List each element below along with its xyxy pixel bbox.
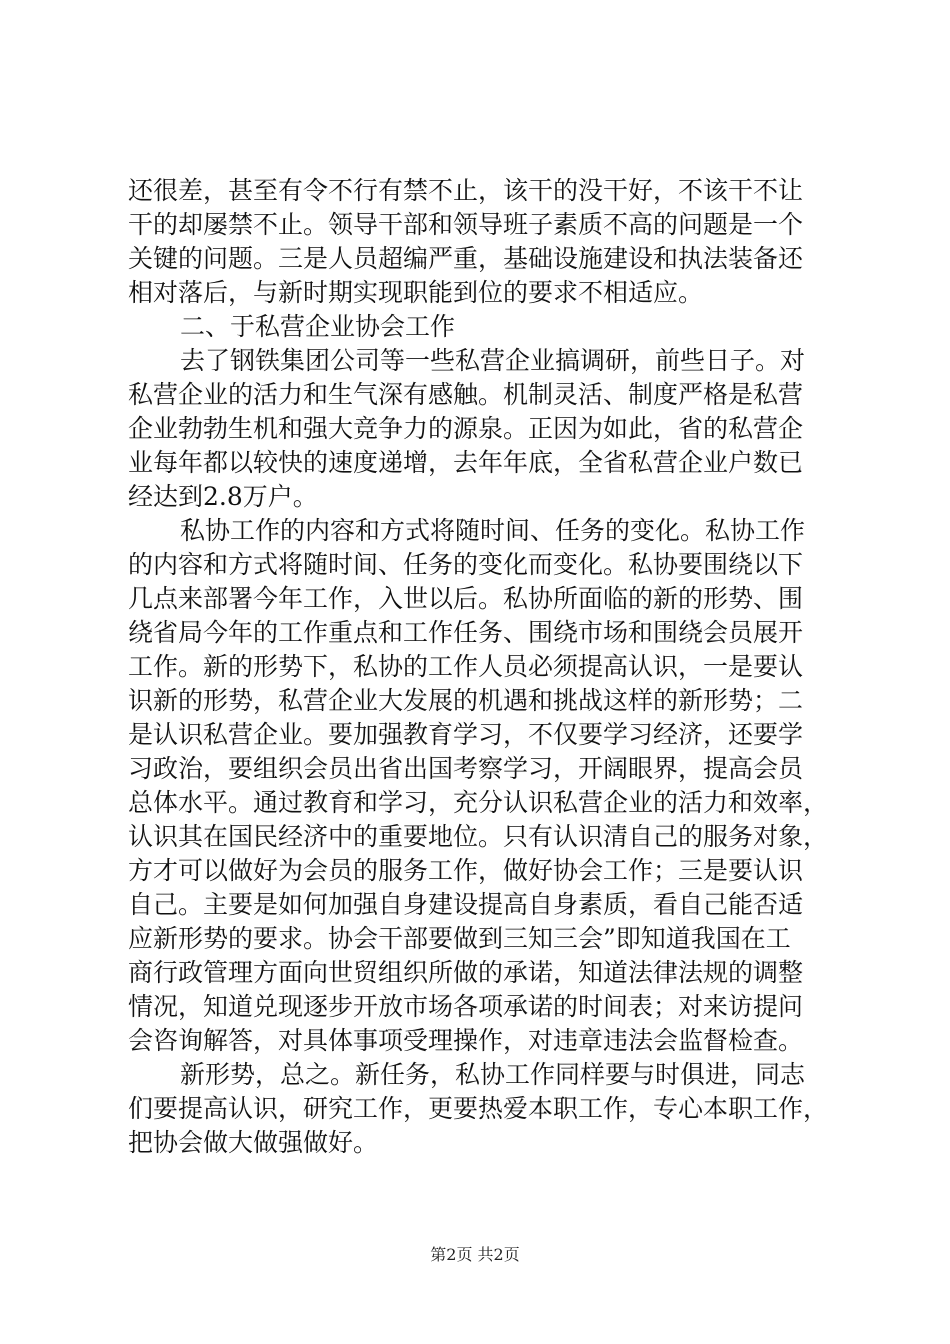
text-line: 绕省局今年的工作重点和工作任务、围绕市场和围绕会员展开 <box>128 618 804 647</box>
text-line: 方才可以做好为会员的服务工作，做好协会工作；三是要认识 <box>128 856 804 885</box>
text-line: 关键的问题。三是人员超编严重，基础设施建设和执法装备还 <box>128 244 804 273</box>
text-line: 们要提高认识，研究工作，更要热爱本职工作，专心本职工作， <box>128 1094 828 1123</box>
document-body <box>128 174 828 1160</box>
text-line: 是认识私营企业。要加强教育学习，不仅要学习经济，还要学 <box>128 720 804 749</box>
text-line: 还很差，甚至有令不行有禁不止，该干的没干好，不该干不让 <box>128 176 804 205</box>
text-line: 企业勃勃生机和强大竞争力的源泉。正因为如此，省的私营企 <box>128 414 804 443</box>
text-line: 干的却屡禁不止。领导干部和领导班子素质不高的问题是一个 <box>128 210 804 239</box>
text-line: 的内容和方式将随时间、任务的变化而变化。私协要围绕以下 <box>128 550 804 579</box>
page-footer: 第2页 共2页 <box>430 1245 520 1264</box>
text-line: 新形势，总之。新任务，私协工作同样要与时俱进，同志 <box>180 1060 806 1089</box>
text-line: 私协工作的内容和方式将随时间、任务的变化。私协工作 <box>180 516 806 545</box>
text-line: 认识其在国民经济中的重要地位。只有认识清自己的服务对象， <box>128 822 828 851</box>
text-line: 把协会做大做强做好。 <box>128 1128 379 1157</box>
text-line: 去了钢铁集团公司等一些私营企业搞调研，前些日子。对 <box>180 346 806 375</box>
text-line: 业每年都以较快的速度递增，去年年底，全省私营企业户数已 <box>128 448 804 477</box>
text-line: 情况，知道兑现逐步开放市场各项承诺的时间表；对来访提问 <box>128 992 804 1021</box>
text-line: 识新的形势，私营企业大发展的机遇和挑战这样的新形势；二 <box>128 686 804 715</box>
text-line: 二、于私营企业协会工作 <box>180 312 456 341</box>
text-line: 经达到2.8万户。 <box>128 482 318 511</box>
text-line: 商行政管理方面向世贸组织所做的承诺，知道法律法规的调整 <box>128 958 804 987</box>
text-line: 总体水平。通过教育和学习，充分认识私营企业的活力和效率， <box>128 788 828 817</box>
text-line: 工作。新的形势下，私协的工作人员必须提高认识，一是要认 <box>128 652 804 681</box>
text-line: 习政治，要组织会员出省出国考察学习，开阔眼界，提高会员 <box>128 754 804 783</box>
text-line: 自己。主要是如何加强自身建设提高自身素质，看自己能否适 <box>128 890 804 919</box>
text-line: 会咨询解答，对具体事项受理操作，对违章违法会监督检查。 <box>128 1026 804 1055</box>
text-line: 私营企业的活力和生气深有感触。机制灵活、制度严格是私营 <box>128 380 804 409</box>
text-line: 应新形势的要求。协会干部要做到三知三会”即知道我国在工 <box>128 924 791 953</box>
text-line: 相对落后，与新时期实现职能到位的要求不相适应。 <box>128 278 704 307</box>
text-line: 几点来部署今年工作，入世以后。私协所面临的新的形势、围 <box>128 584 804 613</box>
